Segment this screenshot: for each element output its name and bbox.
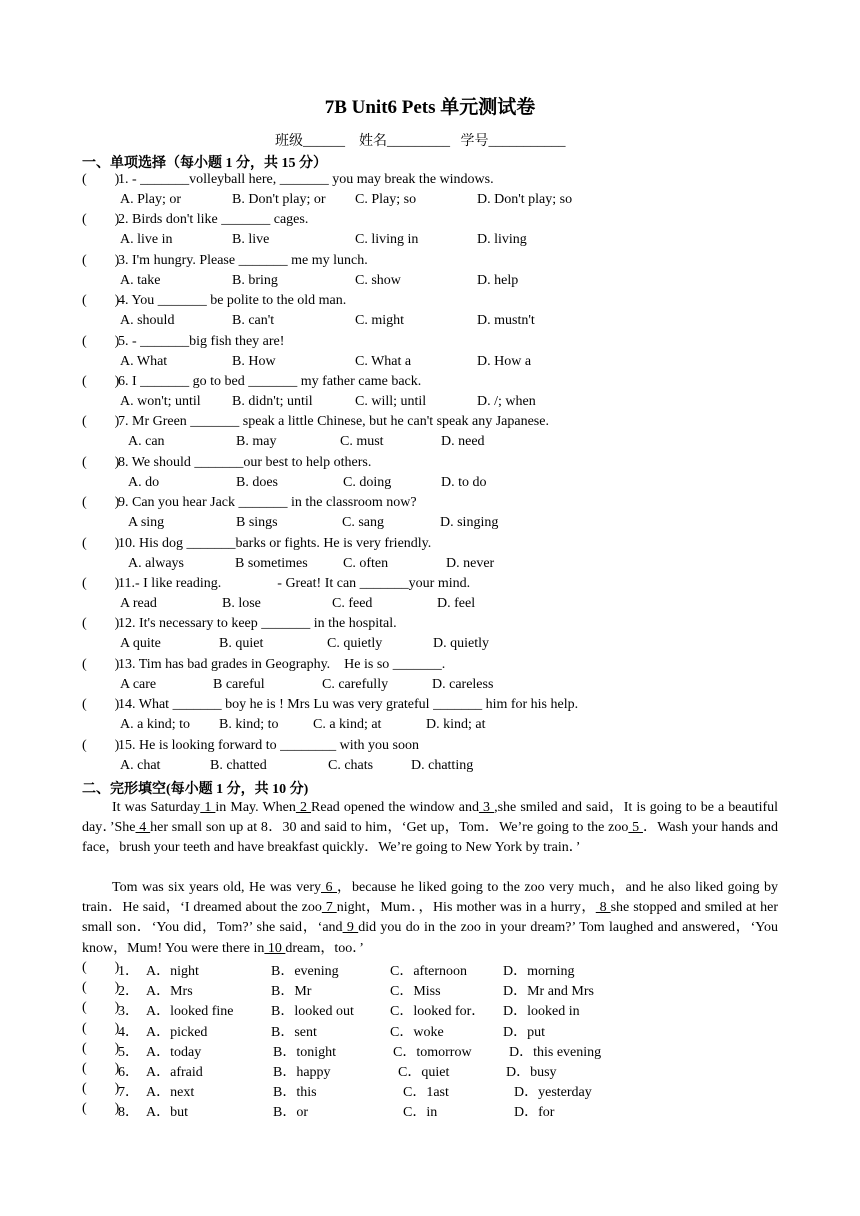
answer-option: C. doing bbox=[343, 474, 392, 490]
question-text: 3. I'm hungry. Please _______ me my lunch. bbox=[118, 252, 368, 268]
answer-option: A．looked fine bbox=[146, 1004, 234, 1020]
cloze-passage-paragraph-2 bbox=[82, 878, 778, 959]
answer-option: A. take bbox=[120, 272, 161, 288]
answer-option: C．looked for． bbox=[390, 1004, 486, 1020]
answer-bracket: ( ) bbox=[82, 980, 120, 996]
section-heading-cloze: 二、完形填空(每小题 1 分，共 10 分) bbox=[82, 782, 309, 797]
passage-text: ，because he liked going to the zoo very much，and he also liked going by train．He said，‘I dreamed about the zoo bbox=[82, 880, 779, 916]
blank-number: 9 bbox=[342, 920, 359, 936]
question-number: 1． bbox=[118, 964, 139, 979]
answer-option: C．in bbox=[403, 1105, 438, 1121]
answer-option: D．morning bbox=[503, 964, 575, 979]
answer-option: B．sent bbox=[271, 1024, 317, 1040]
answer-bracket: ( ) bbox=[82, 656, 120, 672]
question-text: 6. I _______ go to bed _______ my father came back. bbox=[118, 374, 422, 389]
answer-option: D. living bbox=[477, 232, 527, 248]
answer-option: C. a kind; at bbox=[313, 717, 382, 733]
question-text: 15. He is looking forward to ________ with you soon bbox=[118, 737, 419, 753]
answer-option: C. must bbox=[340, 434, 384, 450]
answer-option: A. do bbox=[128, 474, 160, 490]
answer-option: D．yesterday bbox=[514, 1085, 592, 1101]
answer-option: A. should bbox=[120, 313, 175, 329]
answer-bracket: ( ) bbox=[82, 1020, 120, 1036]
answer-bracket: ( ) bbox=[82, 374, 120, 389]
question-number: 7． bbox=[118, 1085, 139, 1101]
blank-number: 3 bbox=[478, 800, 495, 815]
answer-bracket: ( ) bbox=[82, 1040, 120, 1056]
answer-option: A. won't; until bbox=[120, 394, 201, 409]
answer-option: A. live in bbox=[120, 232, 173, 248]
answer-option: B. lose bbox=[222, 596, 261, 611]
question-number: 6． bbox=[118, 1065, 139, 1080]
answer-option: D. chatting bbox=[411, 757, 474, 773]
answer-option: C. carefully bbox=[322, 676, 389, 692]
answer-option: B. may bbox=[236, 434, 277, 450]
answer-option: B sings bbox=[236, 515, 278, 531]
answer-option: B．evening bbox=[271, 964, 339, 979]
question-text: 9. Can you hear Jack _______ in the classroom now? bbox=[118, 495, 417, 511]
passage-text: It was Saturday bbox=[112, 800, 201, 815]
answer-option: A. a kind; to bbox=[120, 717, 190, 733]
passage-text: she stopped and smiled at her small son．‘You did，Tom?’ she said，‘and bbox=[82, 900, 778, 936]
question-number: 5． bbox=[118, 1044, 139, 1060]
answer-option: A read bbox=[120, 596, 157, 611]
question-text: 7. Mr Green _______ speak a little Chinese, but he can't speak any Japanese. bbox=[118, 414, 549, 430]
answer-option: D. /; when bbox=[477, 394, 536, 409]
answer-option: B sometimes bbox=[235, 555, 308, 571]
question-text: 14. What _______ boy he is ! Mrs Lu was very grateful _______ him for his help. bbox=[118, 697, 579, 713]
answer-option: B．Mr bbox=[271, 984, 312, 1000]
blank-number: 2 bbox=[295, 800, 312, 815]
answer-option: C．afternoon bbox=[390, 964, 467, 979]
answer-option: B．or bbox=[273, 1105, 308, 1121]
answer-option: D．Mr and Mrs bbox=[503, 984, 594, 1000]
passage-text: her small son up at 8．30 and said to him，‘Get up，Tom．We’re going to the zoo bbox=[150, 820, 629, 836]
answer-option: B．tonight bbox=[273, 1044, 337, 1060]
answer-bracket: ( ) bbox=[82, 737, 120, 753]
answer-option: A. always bbox=[128, 555, 184, 571]
answer-option: D. mustn't bbox=[477, 313, 535, 329]
answer-option: A. Play; or bbox=[120, 192, 182, 207]
question-text: 8. We should _______our best to help others. bbox=[118, 454, 372, 470]
answer-option: B. kind; to bbox=[219, 717, 279, 733]
answer-option: C. What a bbox=[355, 353, 412, 369]
answer-option: B. can't bbox=[232, 313, 275, 329]
blank-number: 10 bbox=[264, 940, 286, 956]
answer-bracket: ( ) bbox=[82, 960, 120, 975]
answer-option: B. live bbox=[232, 232, 270, 248]
answer-option: C．tomorrow bbox=[393, 1044, 472, 1060]
passage-text: night，Mum．，His mother was in a hurry， bbox=[336, 900, 596, 916]
answer-option: D. How a bbox=[477, 353, 532, 369]
answer-option: A．afraid bbox=[146, 1065, 203, 1080]
answer-bracket: ( ) bbox=[82, 495, 120, 511]
answer-option: D. Don't play; so bbox=[477, 192, 573, 207]
answer-option: B. didn't; until bbox=[232, 394, 313, 409]
answer-option: C. show bbox=[355, 272, 401, 288]
answer-bracket: ( ) bbox=[82, 333, 120, 349]
answer-bracket: ( ) bbox=[82, 1081, 120, 1097]
question-text: 13. Tim has bad grades in Geography. He is so _______. bbox=[118, 656, 446, 672]
answer-option: C．Miss bbox=[390, 984, 441, 1000]
answer-option: D. singing bbox=[440, 515, 499, 531]
answer-bracket: ( ) bbox=[82, 1101, 120, 1117]
answer-option: D. quietly bbox=[433, 636, 489, 652]
blank-number: 8 bbox=[595, 900, 611, 916]
answer-option: C. living in bbox=[355, 232, 419, 248]
answer-option: A. can bbox=[128, 434, 165, 450]
answer-option: D. need bbox=[441, 434, 485, 450]
answer-option: A．today bbox=[146, 1044, 202, 1060]
answer-option: B careful bbox=[213, 676, 265, 692]
student-info-line: 班级______ 姓名_________ 学号___________ bbox=[275, 134, 566, 149]
answer-option: A．picked bbox=[146, 1024, 208, 1040]
answer-option: C. sang bbox=[342, 515, 384, 531]
question-number: 4． bbox=[118, 1024, 139, 1040]
question-text: 5. - _______big fish they are! bbox=[118, 333, 285, 349]
answer-option: C. feed bbox=[332, 596, 373, 611]
answer-option: A. chat bbox=[120, 757, 161, 773]
answer-option: D. never bbox=[446, 555, 495, 571]
answer-option: B. quiet bbox=[219, 636, 264, 652]
answer-option: D. feel bbox=[437, 596, 476, 611]
answer-option: D. to do bbox=[441, 474, 487, 490]
passage-text: Read opened the window and bbox=[311, 800, 479, 815]
answer-bracket: ( ) bbox=[82, 293, 120, 309]
answer-option: C. often bbox=[343, 555, 389, 571]
answer-option: D．this evening bbox=[509, 1044, 602, 1060]
passage-text: ．Wash your hands and face，brush your teeth and have breakfast quickly．We’re going to New York by train．’ bbox=[82, 820, 779, 856]
answer-option: A．but bbox=[146, 1105, 188, 1121]
answer-option: C. might bbox=[355, 313, 405, 329]
question-number: 2． bbox=[118, 984, 139, 1000]
answer-option: C. chats bbox=[328, 757, 374, 773]
question-text: 2. Birds don't like _______ cages. bbox=[118, 212, 309, 228]
answer-bracket: ( ) bbox=[82, 535, 120, 551]
page-title: 7B Unit6 Pets 单元测试卷 bbox=[324, 97, 536, 118]
blank-number: 6 bbox=[321, 880, 338, 895]
answer-bracket: ( ) bbox=[82, 414, 120, 430]
question-text: 10. His dog _______barks or fights. He is very friendly. bbox=[118, 535, 432, 551]
answer-option: D．looked in bbox=[503, 1004, 580, 1020]
answer-option: C．woke bbox=[390, 1024, 444, 1040]
answer-option: B. Don't play; or bbox=[232, 192, 326, 207]
answer-option: D. kind; at bbox=[426, 717, 486, 733]
passage-text: Tom was six years old, He was very bbox=[112, 880, 321, 895]
blank-number: 7 bbox=[321, 900, 337, 916]
answer-option: D．busy bbox=[506, 1065, 557, 1080]
answer-bracket: ( ) bbox=[82, 454, 120, 470]
answer-option: D. help bbox=[477, 272, 519, 288]
answer-option: A sing bbox=[128, 515, 165, 531]
answer-option: C. will; until bbox=[355, 394, 427, 409]
answer-bracket: ( ) bbox=[82, 252, 120, 268]
answer-bracket: ( ) bbox=[82, 576, 120, 591]
answer-option: D. careless bbox=[432, 676, 494, 692]
blank-number: 1 bbox=[200, 800, 216, 815]
answer-option: B．happy bbox=[273, 1065, 331, 1080]
answer-option: A．Mrs bbox=[146, 984, 193, 1000]
answer-bracket: ( ) bbox=[82, 1000, 120, 1016]
blank-number: 5 bbox=[628, 820, 643, 836]
answer-option: C. Play; so bbox=[355, 192, 417, 207]
answer-bracket: ( ) bbox=[82, 1061, 120, 1076]
answer-option: B. does bbox=[236, 474, 278, 490]
passage-text: ,she smiled and said，It is going to be a beautiful day．’She bbox=[82, 800, 779, 836]
question-text: 4. You _______ be polite to the old man. bbox=[118, 293, 347, 309]
section-heading-multiple-choice: 一、单项选择（每小题 1 分，共 15 分） bbox=[82, 156, 327, 171]
answer-option: D．for bbox=[514, 1105, 555, 1121]
question-text: 12. It's necessary to keep _______ in the hospital. bbox=[118, 616, 397, 632]
answer-option: C．quiet bbox=[398, 1065, 450, 1080]
answer-bracket: ( ) bbox=[82, 212, 120, 228]
answer-option: A care bbox=[120, 676, 157, 692]
answer-bracket: ( ) bbox=[82, 697, 120, 713]
answer-option: B．this bbox=[273, 1085, 317, 1101]
answer-option: C. quietly bbox=[327, 636, 383, 652]
answer-option: B. chatted bbox=[210, 757, 267, 773]
answer-option: C．1ast bbox=[403, 1085, 449, 1101]
passage-text: dream，too．’ bbox=[285, 940, 364, 956]
question-text: 11.- I like reading. - Great! It can _______your mind. bbox=[118, 576, 471, 591]
question-number: 8． bbox=[118, 1105, 139, 1121]
answer-option: A．next bbox=[146, 1085, 195, 1101]
passage-text: did you do in the zoo in your dream?’ Tom laughed and answered，‘You know，Mum! You were there in bbox=[82, 920, 778, 956]
passage-text: in May. When bbox=[215, 800, 296, 815]
question-number: 3． bbox=[118, 1004, 139, 1020]
answer-option: B. How bbox=[232, 353, 276, 369]
answer-option: A．night bbox=[146, 964, 199, 979]
answer-option: D．put bbox=[503, 1024, 545, 1040]
answer-bracket: ( ) bbox=[82, 616, 120, 632]
blank-number: 4 bbox=[135, 820, 151, 836]
answer-option: B．looked out bbox=[271, 1004, 354, 1020]
answer-option: B. bring bbox=[232, 272, 278, 288]
cloze-passage-paragraph-1 bbox=[82, 798, 778, 859]
answer-option: A. What bbox=[120, 353, 168, 369]
answer-option: A quite bbox=[120, 636, 161, 652]
answer-bracket: ( ) bbox=[82, 172, 120, 187]
question-text: 1. - _______volleyball here, _______ you may break the windows. bbox=[118, 172, 494, 187]
